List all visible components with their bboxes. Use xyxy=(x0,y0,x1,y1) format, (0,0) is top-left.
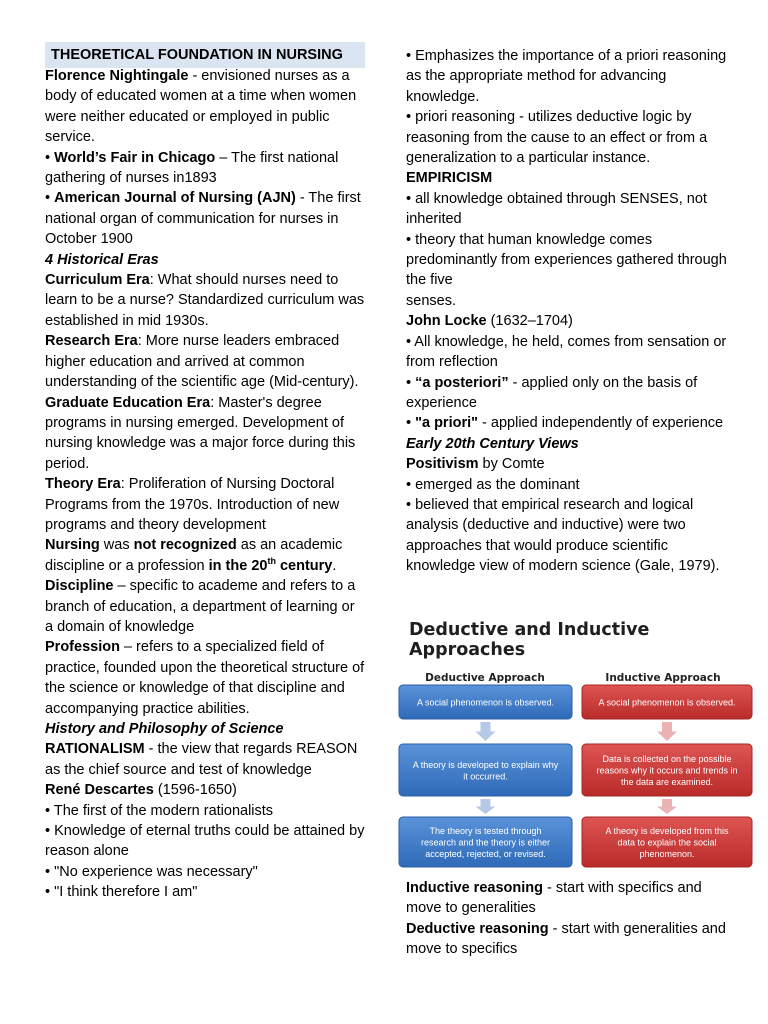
ind-step-text: A social phenomenon is observed. xyxy=(598,697,736,708)
positivism-heading xyxy=(406,454,731,474)
ded-step-text: A social phenomenon is observed. xyxy=(416,697,555,708)
term-a-posteriori: “a posteriori” xyxy=(415,374,509,391)
deductive-column xyxy=(399,685,572,867)
descartes-item: • The first of the modern rationalists xyxy=(45,802,274,819)
right-column xyxy=(406,46,731,577)
ind-step-text: Data is collected on the possible xyxy=(602,754,732,764)
locke-heading xyxy=(406,311,731,331)
term-ajn: American Journal of Nursing (AJN) xyxy=(54,190,296,207)
ajn-text: - The first national organ of communication for nurses in October 1900 xyxy=(45,190,361,248)
profession-definition xyxy=(45,637,365,719)
term-florence: Florence Nightingale xyxy=(45,68,189,84)
rationalism-text: - the view that regards REASON as the chief source and test of knowledge xyxy=(45,741,358,778)
ind-down-arrow-icon xyxy=(657,722,677,741)
rationalism-definition xyxy=(45,739,365,780)
ded-step-text: The theory is tested through xyxy=(429,826,542,836)
rationalism-item: • Emphasizes the importance of a priori reasoning as the appropriate method for advancing knowledge. xyxy=(406,48,727,105)
term-research-era: Research Era xyxy=(45,333,138,350)
bullet: • xyxy=(406,374,416,391)
inductive-reasoning-text: - start with specifics and move to generalities xyxy=(406,880,702,917)
ajn-item xyxy=(45,188,365,249)
a-posteriori-text: - applied only on the basis of experience xyxy=(406,374,698,411)
nursing-recognition xyxy=(45,535,365,576)
descartes-item: • "No experience was necessary" xyxy=(45,863,258,880)
approaches-diagram xyxy=(396,662,758,872)
term-deductive-reasoning: Deductive reasoning xyxy=(406,920,549,937)
term-graduate-era: Graduate Education Era xyxy=(45,394,211,411)
ind-step-text: A theory is developed from this xyxy=(605,826,729,836)
florence-paragraph xyxy=(45,66,365,148)
reasoning-definitions xyxy=(406,878,731,960)
descartes-item: • "I think therefore I am" xyxy=(45,884,198,901)
research-era xyxy=(45,331,365,392)
positivism-item: • emerged as the dominant xyxy=(406,476,580,493)
curriculum-era xyxy=(45,270,365,331)
a-priori-text: - applied independently of experience xyxy=(478,415,724,432)
ind-step-text: the data are examined. xyxy=(620,777,714,787)
inductive-column xyxy=(582,685,752,867)
empiricism-item-cont: senses. xyxy=(406,292,456,309)
descartes-dates: (1596-1650) xyxy=(153,782,237,799)
descartes-heading xyxy=(45,780,365,800)
term-century: in the 20 xyxy=(208,557,268,574)
discipline-definition xyxy=(45,576,365,637)
profession-text: – refers to a specialized field of practice, founded upon the theoretical structure of the science or knowledge of that discipline and accompanying practice abilities. xyxy=(45,639,365,717)
deductive-reasoning-text: - start with generalities and move to specifics xyxy=(406,920,726,958)
ded-down-arrow-icon xyxy=(476,799,496,814)
positivism-author: by Comte xyxy=(478,456,545,473)
empiricism-heading: EMPIRICISM xyxy=(406,170,493,187)
text: was xyxy=(99,537,134,554)
ded-step-box xyxy=(399,744,572,796)
left-column xyxy=(45,66,365,903)
ind-step-text: data to explain the social xyxy=(617,837,717,848)
deductive-header: Deductive Approach xyxy=(425,672,545,684)
ded-step-text: A theory is developed to explain why xyxy=(412,759,559,770)
ded-step-text: it occurred. xyxy=(463,771,508,782)
ind-step-text: phenomenon. xyxy=(639,849,695,859)
bullet: • xyxy=(45,190,55,207)
florence-text: - envisioned nurses as a body of educated women at a time when women were neither educated or employed in public service. xyxy=(45,68,357,146)
inductive-reasoning xyxy=(406,878,731,919)
theory-era-text: : Proliferation of Nursing Doctoral Programs from the 1970s. Introduction of new programs and theory development xyxy=(45,476,340,533)
term-theory-era: Theory Era xyxy=(45,476,121,493)
empiricism-item: • all knowledge obtained through SENSES, not inherited xyxy=(406,190,707,228)
term-nursing: Nursing xyxy=(45,537,100,554)
term-a-priori: "a priori" xyxy=(415,415,479,432)
bullet: • xyxy=(406,415,416,432)
curriculum-era-text: : What should nurses need to learn to be a nurse? Standardized curriculum was established in mid 1930s. xyxy=(45,272,365,329)
term-century-tail: century xyxy=(275,557,333,574)
term-curriculum-era: Curriculum Era xyxy=(45,272,150,289)
empiricism-item: • theory that human knowledge comes predominantly from experiences gathered through the five xyxy=(406,231,727,289)
superscript: th xyxy=(267,555,276,566)
worlds-fair-text: – The first national gathering of nurses in1893 xyxy=(45,149,339,187)
term-profession: Profession xyxy=(45,639,120,656)
research-era-text: : More nurse leaders embraced higher education and arrived at common understanding of the scientific age (Mid-century). xyxy=(45,333,359,391)
locke-dates: (1632–1704) xyxy=(486,313,573,330)
graduate-era xyxy=(45,393,365,475)
ind-down-arrow-icon xyxy=(657,799,677,814)
early-20th-heading: Early 20th Century Views xyxy=(406,435,579,452)
inductive-header: Inductive Approach xyxy=(605,672,721,684)
a-posteriori-item xyxy=(406,373,731,414)
term-positivism: Positivism xyxy=(406,456,479,473)
worlds-fair-item xyxy=(45,148,365,189)
term-not-recognized: not recognized xyxy=(133,537,237,554)
discipline-text: – specific to academe and refers to a branch of education, a department of learning or a domain of knowledge xyxy=(45,578,356,635)
ded-step-text: research and the theory is either xyxy=(420,837,551,848)
text: . xyxy=(332,557,337,574)
figure-title: Deductive and Inductive Approaches xyxy=(409,620,650,660)
bullet: • xyxy=(45,149,55,166)
theory-era xyxy=(45,474,365,535)
ded-step-text: accepted, rejected, or revised. xyxy=(425,849,546,859)
term-worlds-fair: World’s Fair in Chicago xyxy=(54,149,216,166)
term-inductive-reasoning: Inductive reasoning xyxy=(406,880,543,896)
term-rationalism: RATIONALISM xyxy=(45,741,145,758)
rationalism-item: • priori reasoning - utilizes deductive logic by reasoning from the cause to an effect or from a generalization to a particular instance. xyxy=(406,109,708,167)
text: as an academic discipline or a profession xyxy=(45,537,343,574)
section-header: THEORETICAL FOUNDATION IN NURSING xyxy=(45,42,365,68)
graduate-era-text: : Master's degree programs in nursing emerged. Development of nursing knowledge was a major force during this period. xyxy=(45,394,356,472)
term-locke: John Locke xyxy=(406,313,487,330)
deductive-reasoning xyxy=(406,919,731,960)
eras-heading: 4 Historical Eras xyxy=(45,251,159,268)
term-discipline: Discipline xyxy=(45,578,114,595)
ind-step-text: reasons why it occurs and trends in xyxy=(596,765,738,776)
positivism-item: • believed that empirical research and logical analysis (deductive and inductive) were two approaches that would produce scientific knowledge view of modern science (Gale, 1979). xyxy=(406,496,720,575)
locke-item: • All knowledge, he held, comes from sensation or from reflection xyxy=(406,333,727,371)
ded-down-arrow-icon xyxy=(476,722,496,741)
descartes-item: • Knowledge of eternal truths could be attained by reason alone xyxy=(45,823,365,860)
term-descartes: René Descartes xyxy=(45,782,154,799)
history-heading: History and Philosophy of Science xyxy=(45,721,284,737)
a-priori-item xyxy=(406,413,731,433)
